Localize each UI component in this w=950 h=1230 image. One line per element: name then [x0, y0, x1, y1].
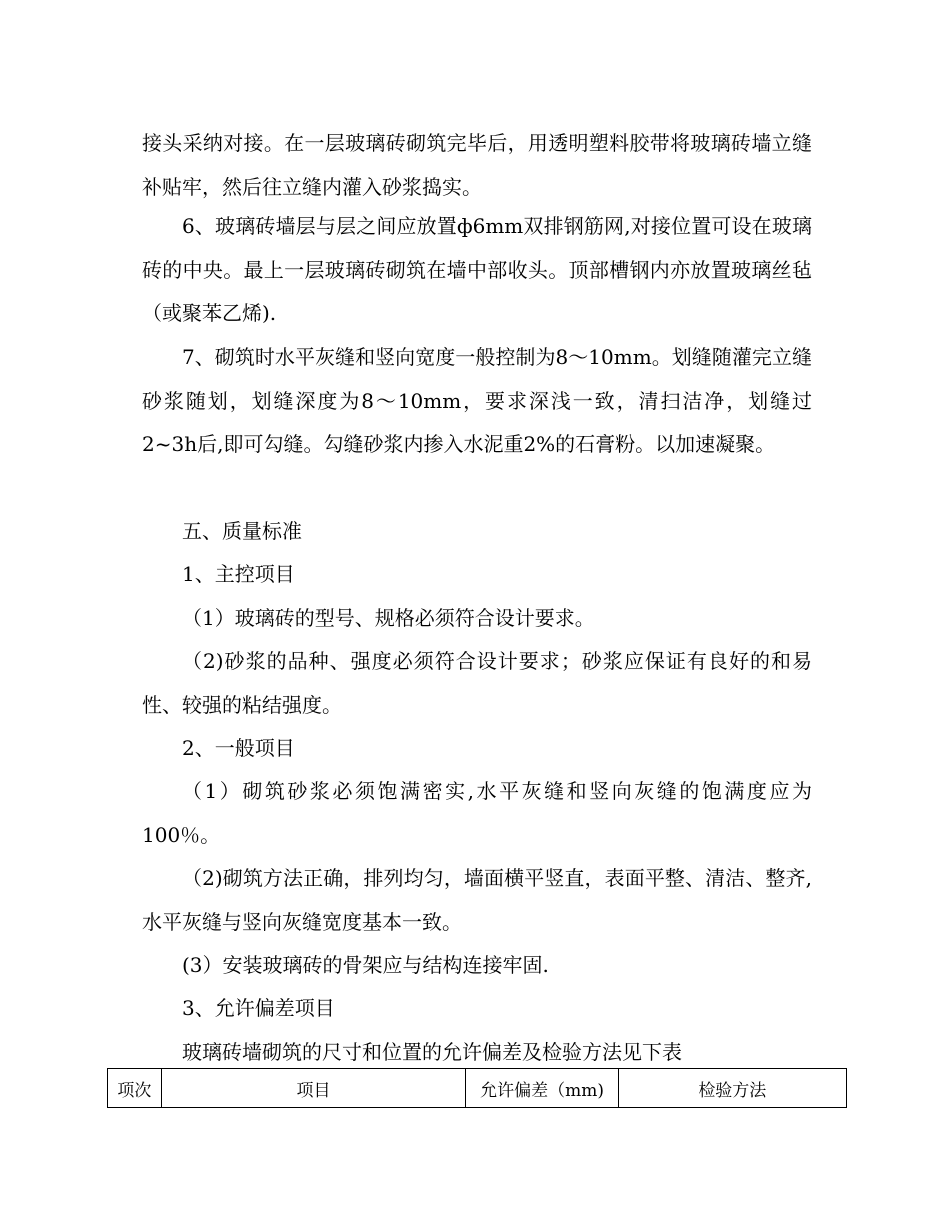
paragraph-item-6: 6、玻璃砖墙层与层之间应放置ф6mm双排钢筋网,对接位置可设在玻璃砖的中央。最上一层玻璃砖砌筑在墙中部收头。顶部槽钢内亦放置玻璃丝毡（或聚苯乙烯). [142, 214, 812, 325]
subheading-general-items: 2、一般项目 [182, 736, 295, 760]
paragraph-general-3: (3）安装玻璃砖的骨架应与结构连接牢固. [182, 953, 549, 977]
subheading-main-control: 1、主控项目 [182, 562, 295, 586]
header-allowable-deviation: 允许偏差（mm) [466, 1069, 618, 1108]
paragraph-main-control-2: （2)砂浆的品种、强度必须符合设计要求；砂浆应保证有良好的和易性、较强的粘结强度。 [142, 649, 812, 717]
subheading-allowable-deviation: 3、允许偏差项目 [182, 996, 335, 1020]
table-caption: 玻璃砖墙砌筑的尺寸和位置的允许偏差及检验方法见下表 [182, 1040, 682, 1064]
header-inspection-method: 检验方法 [618, 1069, 846, 1108]
paragraph-general-1: （1）砌筑砂浆必须饱满密实,水平灰缝和竖向灰缝的饱满度应为100％。 [142, 779, 812, 847]
section-heading-quality-standard: 五、质量标准 [182, 519, 302, 543]
deviation-table [107, 1068, 847, 1108]
paragraph-joint-method: 接头采纳对接。在一层玻璃砖砌筑完毕后，用透明塑料胶带将玻璃砖墙立缝补贴牢，然后往立缝内灌入砂浆捣实。 [142, 131, 812, 199]
table-header-row [108, 1069, 847, 1108]
paragraph-main-control-1: （1）玻璃砖的型号、规格必须符合设计要求。 [182, 606, 595, 630]
paragraph-general-2: （2)砌筑方法正确，排列均匀，墙面横平竖直，表面平整、清洁、整齐,水平灰缝与竖向灰缝宽度基本一致。 [142, 866, 812, 934]
paragraph-item-7: 7、砌筑时水平灰缝和竖向宽度一般控制为8～10mm。划缝随灌完立缝砂浆随划，划缝深度为8～10mm，要求深浅一致，清扫洁净，划缝过2~3h后,即可勾缝。勾缝砂浆内掺入水泥重2%的石膏粉。以加速凝聚。 [142, 345, 812, 456]
header-item: 项目 [161, 1069, 466, 1108]
header-item-number: 项次 [108, 1069, 162, 1108]
